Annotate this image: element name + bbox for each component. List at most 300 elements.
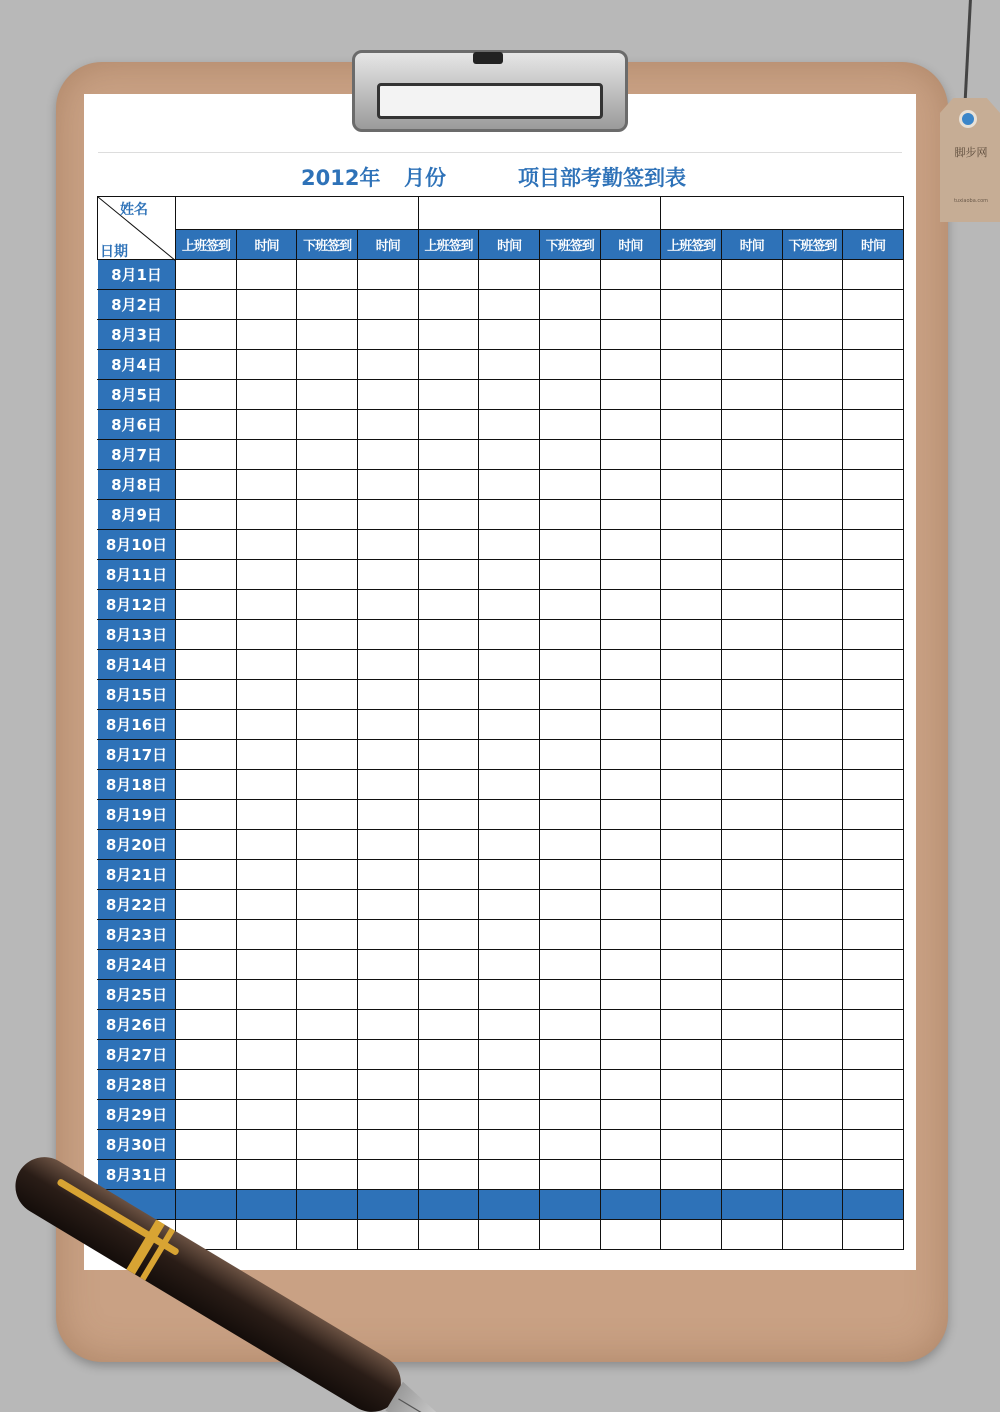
sign-in-cell[interactable] xyxy=(539,920,600,950)
sign-in-cell[interactable] xyxy=(721,440,782,470)
sign-in-cell[interactable] xyxy=(661,950,722,980)
sign-in-cell[interactable] xyxy=(357,380,418,410)
sign-in-cell[interactable] xyxy=(539,860,600,890)
sign-in-cell[interactable] xyxy=(176,380,237,410)
sign-in-cell[interactable] xyxy=(236,1010,297,1040)
sign-in-cell[interactable] xyxy=(236,350,297,380)
sign-in-cell[interactable] xyxy=(357,1070,418,1100)
sign-in-cell[interactable] xyxy=(236,440,297,470)
sign-in-cell[interactable] xyxy=(782,1130,843,1160)
sign-in-cell[interactable] xyxy=(600,530,661,560)
sign-in-cell[interactable] xyxy=(297,530,358,560)
sign-in-cell[interactable] xyxy=(661,590,722,620)
sign-in-cell[interactable] xyxy=(479,740,540,770)
sign-in-cell[interactable] xyxy=(479,890,540,920)
sign-in-cell[interactable] xyxy=(176,290,237,320)
sign-in-cell[interactable] xyxy=(236,710,297,740)
sign-in-cell[interactable] xyxy=(661,1160,722,1190)
sign-in-cell[interactable] xyxy=(479,410,540,440)
sign-in-cell[interactable] xyxy=(418,800,479,830)
sign-in-cell[interactable] xyxy=(357,590,418,620)
sign-in-cell[interactable] xyxy=(600,800,661,830)
sign-in-cell[interactable] xyxy=(357,770,418,800)
sign-in-cell[interactable] xyxy=(297,710,358,740)
sign-in-cell[interactable] xyxy=(418,500,479,530)
sign-in-cell[interactable] xyxy=(843,710,904,740)
sign-in-cell[interactable] xyxy=(661,320,722,350)
sign-in-cell[interactable] xyxy=(661,500,722,530)
sign-in-cell[interactable] xyxy=(236,470,297,500)
sign-in-cell[interactable] xyxy=(721,740,782,770)
sign-in-cell[interactable] xyxy=(236,560,297,590)
sign-in-cell[interactable] xyxy=(297,830,358,860)
sign-in-cell[interactable] xyxy=(479,380,540,410)
sign-in-cell[interactable] xyxy=(600,650,661,680)
sign-in-cell[interactable] xyxy=(721,1160,782,1190)
sign-in-cell[interactable] xyxy=(357,740,418,770)
sign-in-cell[interactable] xyxy=(357,980,418,1010)
sign-in-cell[interactable] xyxy=(661,620,722,650)
sign-in-cell[interactable] xyxy=(721,710,782,740)
sign-in-cell[interactable] xyxy=(843,740,904,770)
sign-in-cell[interactable] xyxy=(843,1010,904,1040)
sign-in-cell[interactable] xyxy=(600,440,661,470)
sign-in-cell[interactable] xyxy=(236,890,297,920)
sign-in-cell[interactable] xyxy=(357,620,418,650)
sign-in-cell[interactable] xyxy=(297,320,358,350)
sign-in-cell[interactable] xyxy=(479,590,540,620)
sign-in-cell[interactable] xyxy=(236,530,297,560)
sign-in-cell[interactable] xyxy=(539,1040,600,1070)
sign-in-cell[interactable] xyxy=(721,830,782,860)
sign-in-cell[interactable] xyxy=(418,620,479,650)
sign-in-cell[interactable] xyxy=(661,1100,722,1130)
sign-in-cell[interactable] xyxy=(418,320,479,350)
sign-in-cell[interactable] xyxy=(721,680,782,710)
sign-in-cell[interactable] xyxy=(721,1040,782,1070)
sign-in-cell[interactable] xyxy=(479,800,540,830)
sign-in-cell[interactable] xyxy=(297,1040,358,1070)
sign-in-cell[interactable] xyxy=(721,950,782,980)
sign-in-cell[interactable] xyxy=(236,860,297,890)
sign-in-cell[interactable] xyxy=(357,1040,418,1070)
sign-in-cell[interactable] xyxy=(600,1100,661,1130)
sign-in-cell[interactable] xyxy=(661,680,722,710)
sign-in-cell[interactable] xyxy=(236,620,297,650)
sign-in-cell[interactable] xyxy=(418,650,479,680)
sign-in-cell[interactable] xyxy=(782,890,843,920)
sign-in-cell[interactable] xyxy=(843,1070,904,1100)
sign-in-cell[interactable] xyxy=(539,470,600,500)
sign-in-cell[interactable] xyxy=(661,860,722,890)
sign-in-cell[interactable] xyxy=(357,680,418,710)
sign-in-cell[interactable] xyxy=(782,740,843,770)
sign-in-cell[interactable] xyxy=(176,800,237,830)
sign-in-cell[interactable] xyxy=(297,920,358,950)
sign-in-cell[interactable] xyxy=(782,1160,843,1190)
sign-in-cell[interactable] xyxy=(418,260,479,290)
sign-in-cell[interactable] xyxy=(176,920,237,950)
sign-in-cell[interactable] xyxy=(843,920,904,950)
sign-in-cell[interactable] xyxy=(297,680,358,710)
sign-in-cell[interactable] xyxy=(843,1130,904,1160)
sign-in-cell[interactable] xyxy=(721,350,782,380)
sign-in-cell[interactable] xyxy=(479,320,540,350)
sign-in-cell[interactable] xyxy=(721,290,782,320)
sign-in-cell[interactable] xyxy=(176,1040,237,1070)
sign-in-cell[interactable] xyxy=(843,260,904,290)
sign-in-cell[interactable] xyxy=(297,440,358,470)
sign-in-cell[interactable] xyxy=(843,530,904,560)
sign-in-cell[interactable] xyxy=(357,710,418,740)
sign-in-cell[interactable] xyxy=(236,410,297,440)
sign-in-cell[interactable] xyxy=(357,650,418,680)
sign-in-cell[interactable] xyxy=(479,1040,540,1070)
sign-in-cell[interactable] xyxy=(843,380,904,410)
sign-in-cell[interactable] xyxy=(479,530,540,560)
sign-in-cell[interactable] xyxy=(721,590,782,620)
sign-in-cell[interactable] xyxy=(236,800,297,830)
sign-in-cell[interactable] xyxy=(539,560,600,590)
sign-in-cell[interactable] xyxy=(479,350,540,380)
sign-in-cell[interactable] xyxy=(721,260,782,290)
sign-in-cell[interactable] xyxy=(479,500,540,530)
sign-in-cell[interactable] xyxy=(418,980,479,1010)
sign-in-cell[interactable] xyxy=(600,500,661,530)
sign-in-cell[interactable] xyxy=(236,680,297,710)
sign-in-cell[interactable] xyxy=(600,860,661,890)
sign-in-cell[interactable] xyxy=(479,560,540,590)
sign-in-cell[interactable] xyxy=(721,920,782,950)
sign-in-cell[interactable] xyxy=(600,1040,661,1070)
sign-in-cell[interactable] xyxy=(661,710,722,740)
sign-in-cell[interactable] xyxy=(782,500,843,530)
sign-in-cell[interactable] xyxy=(297,1070,358,1100)
sign-in-cell[interactable] xyxy=(661,980,722,1010)
sign-in-cell[interactable] xyxy=(782,290,843,320)
sign-in-cell[interactable] xyxy=(297,470,358,500)
sign-in-cell[interactable] xyxy=(782,350,843,380)
sign-in-cell[interactable] xyxy=(418,410,479,440)
sign-in-cell[interactable] xyxy=(782,680,843,710)
sign-in-cell[interactable] xyxy=(661,530,722,560)
sign-in-cell[interactable] xyxy=(600,410,661,440)
sign-in-cell[interactable] xyxy=(782,380,843,410)
sign-in-cell[interactable] xyxy=(843,410,904,440)
sign-in-cell[interactable] xyxy=(782,1070,843,1100)
sign-in-cell[interactable] xyxy=(418,560,479,590)
sign-in-cell[interactable] xyxy=(479,290,540,320)
sign-in-cell[interactable] xyxy=(479,470,540,500)
sign-in-cell[interactable] xyxy=(782,320,843,350)
sign-in-cell[interactable] xyxy=(297,500,358,530)
sign-in-cell[interactable] xyxy=(782,800,843,830)
sign-in-cell[interactable] xyxy=(600,680,661,710)
sign-in-cell[interactable] xyxy=(176,980,237,1010)
sign-in-cell[interactable] xyxy=(176,590,237,620)
sign-in-cell[interactable] xyxy=(539,1010,600,1040)
sign-in-cell[interactable] xyxy=(479,620,540,650)
sign-in-cell[interactable] xyxy=(539,980,600,1010)
sign-in-cell[interactable] xyxy=(236,830,297,860)
sign-in-cell[interactable] xyxy=(721,1100,782,1130)
sign-in-cell[interactable] xyxy=(843,800,904,830)
sign-in-cell[interactable] xyxy=(843,680,904,710)
sign-in-cell[interactable] xyxy=(661,770,722,800)
sign-in-cell[interactable] xyxy=(418,590,479,620)
sign-in-cell[interactable] xyxy=(782,530,843,560)
sign-in-cell[interactable] xyxy=(721,980,782,1010)
sign-in-cell[interactable] xyxy=(721,470,782,500)
sign-in-cell[interactable] xyxy=(176,1070,237,1100)
sign-in-cell[interactable] xyxy=(600,260,661,290)
sign-in-cell[interactable] xyxy=(357,890,418,920)
sign-in-cell[interactable] xyxy=(661,290,722,320)
sign-in-cell[interactable] xyxy=(539,440,600,470)
sign-in-cell[interactable] xyxy=(357,470,418,500)
sign-in-cell[interactable] xyxy=(176,620,237,650)
sign-in-cell[interactable] xyxy=(843,290,904,320)
sign-in-cell[interactable] xyxy=(843,590,904,620)
sign-in-cell[interactable] xyxy=(176,710,237,740)
sign-in-cell[interactable] xyxy=(176,350,237,380)
sign-in-cell[interactable] xyxy=(176,1010,237,1040)
sign-in-cell[interactable] xyxy=(600,950,661,980)
sign-in-cell[interactable] xyxy=(661,1070,722,1100)
sign-in-cell[interactable] xyxy=(661,800,722,830)
sign-in-cell[interactable] xyxy=(297,1010,358,1040)
sign-in-cell[interactable] xyxy=(843,770,904,800)
sign-in-cell[interactable] xyxy=(539,740,600,770)
sign-in-cell[interactable] xyxy=(661,1010,722,1040)
sign-in-cell[interactable] xyxy=(843,560,904,590)
sign-in-cell[interactable] xyxy=(236,650,297,680)
sign-in-cell[interactable] xyxy=(600,290,661,320)
sign-in-cell[interactable] xyxy=(418,1070,479,1100)
sign-in-cell[interactable] xyxy=(600,380,661,410)
sign-in-cell[interactable] xyxy=(236,770,297,800)
sign-in-cell[interactable] xyxy=(721,500,782,530)
sign-in-cell[interactable] xyxy=(721,1130,782,1160)
sign-in-cell[interactable] xyxy=(539,710,600,740)
sign-in-cell[interactable] xyxy=(721,650,782,680)
sign-in-cell[interactable] xyxy=(539,680,600,710)
sign-in-cell[interactable] xyxy=(782,650,843,680)
sign-in-cell[interactable] xyxy=(418,920,479,950)
sign-in-cell[interactable] xyxy=(600,920,661,950)
sign-in-cell[interactable] xyxy=(176,1100,237,1130)
sign-in-cell[interactable] xyxy=(357,1100,418,1130)
sign-in-cell[interactable] xyxy=(236,950,297,980)
sign-in-cell[interactable] xyxy=(782,860,843,890)
sign-in-cell[interactable] xyxy=(843,860,904,890)
person-name-cell[interactable] xyxy=(661,197,904,230)
sign-in-cell[interactable] xyxy=(236,1100,297,1130)
sign-in-cell[interactable] xyxy=(297,860,358,890)
sign-in-cell[interactable] xyxy=(297,950,358,980)
sign-in-cell[interactable] xyxy=(176,410,237,440)
sign-in-cell[interactable] xyxy=(418,740,479,770)
sign-in-cell[interactable] xyxy=(236,320,297,350)
sign-in-cell[interactable] xyxy=(661,380,722,410)
sign-in-cell[interactable] xyxy=(721,1010,782,1040)
sign-in-cell[interactable] xyxy=(843,320,904,350)
sign-in-cell[interactable] xyxy=(297,410,358,440)
sign-in-cell[interactable] xyxy=(418,710,479,740)
sign-in-cell[interactable] xyxy=(418,1100,479,1130)
sign-in-cell[interactable] xyxy=(418,380,479,410)
sign-in-cell[interactable] xyxy=(782,440,843,470)
sign-in-cell[interactable] xyxy=(297,350,358,380)
sign-in-cell[interactable] xyxy=(236,500,297,530)
sign-in-cell[interactable] xyxy=(176,260,237,290)
sign-in-cell[interactable] xyxy=(297,740,358,770)
sign-in-cell[interactable] xyxy=(418,950,479,980)
sign-in-cell[interactable] xyxy=(479,1100,540,1130)
sign-in-cell[interactable] xyxy=(600,890,661,920)
sign-in-cell[interactable] xyxy=(843,830,904,860)
sign-in-cell[interactable] xyxy=(721,890,782,920)
sign-in-cell[interactable] xyxy=(600,1010,661,1040)
sign-in-cell[interactable] xyxy=(418,890,479,920)
sign-in-cell[interactable] xyxy=(661,890,722,920)
sign-in-cell[interactable] xyxy=(721,620,782,650)
sign-in-cell[interactable] xyxy=(479,920,540,950)
sign-in-cell[interactable] xyxy=(843,1160,904,1190)
sign-in-cell[interactable] xyxy=(782,1010,843,1040)
sign-in-cell[interactable] xyxy=(176,950,237,980)
sign-in-cell[interactable] xyxy=(236,920,297,950)
sign-in-cell[interactable] xyxy=(600,320,661,350)
sign-in-cell[interactable] xyxy=(357,500,418,530)
sign-in-cell[interactable] xyxy=(600,1070,661,1100)
sign-in-cell[interactable] xyxy=(236,290,297,320)
sign-in-cell[interactable] xyxy=(661,350,722,380)
sign-in-cell[interactable] xyxy=(357,530,418,560)
sign-in-cell[interactable] xyxy=(600,740,661,770)
sign-in-cell[interactable] xyxy=(539,380,600,410)
sign-in-cell[interactable] xyxy=(297,650,358,680)
sign-in-cell[interactable] xyxy=(357,830,418,860)
sign-in-cell[interactable] xyxy=(418,860,479,890)
sign-in-cell[interactable] xyxy=(479,860,540,890)
sign-in-cell[interactable] xyxy=(721,770,782,800)
sign-in-cell[interactable] xyxy=(297,260,358,290)
sign-in-cell[interactable] xyxy=(843,650,904,680)
sign-in-cell[interactable] xyxy=(843,440,904,470)
sign-in-cell[interactable] xyxy=(782,560,843,590)
sign-in-cell[interactable] xyxy=(539,410,600,440)
sign-in-cell[interactable] xyxy=(236,980,297,1010)
sign-in-cell[interactable] xyxy=(600,350,661,380)
sign-in-cell[interactable] xyxy=(176,830,237,860)
sign-in-cell[interactable] xyxy=(539,770,600,800)
sign-in-cell[interactable] xyxy=(539,320,600,350)
sign-in-cell[interactable] xyxy=(843,890,904,920)
sign-in-cell[interactable] xyxy=(721,530,782,560)
sign-in-cell[interactable] xyxy=(539,350,600,380)
sign-in-cell[interactable] xyxy=(539,800,600,830)
sign-in-cell[interactable] xyxy=(357,410,418,440)
sign-in-cell[interactable] xyxy=(539,620,600,650)
sign-in-cell[interactable] xyxy=(782,590,843,620)
sign-in-cell[interactable] xyxy=(297,770,358,800)
sign-in-cell[interactable] xyxy=(782,920,843,950)
sign-in-cell[interactable] xyxy=(479,440,540,470)
sign-in-cell[interactable] xyxy=(539,830,600,860)
sign-in-cell[interactable] xyxy=(418,530,479,560)
sign-in-cell[interactable] xyxy=(418,830,479,860)
sign-in-cell[interactable] xyxy=(843,350,904,380)
sign-in-cell[interactable] xyxy=(479,770,540,800)
sign-in-cell[interactable] xyxy=(418,350,479,380)
sign-in-cell[interactable] xyxy=(297,800,358,830)
sign-in-cell[interactable] xyxy=(539,1100,600,1130)
sign-in-cell[interactable] xyxy=(418,470,479,500)
sign-in-cell[interactable] xyxy=(661,1130,722,1160)
sign-in-cell[interactable] xyxy=(357,860,418,890)
sign-in-cell[interactable] xyxy=(479,650,540,680)
sign-in-cell[interactable] xyxy=(479,260,540,290)
sign-in-cell[interactable] xyxy=(418,1010,479,1040)
sign-in-cell[interactable] xyxy=(357,800,418,830)
sign-in-cell[interactable] xyxy=(176,680,237,710)
sign-in-cell[interactable] xyxy=(297,590,358,620)
sign-in-cell[interactable] xyxy=(661,650,722,680)
sign-in-cell[interactable] xyxy=(418,680,479,710)
sign-in-cell[interactable] xyxy=(661,440,722,470)
person-name-cell[interactable] xyxy=(418,197,661,230)
sign-in-cell[interactable] xyxy=(539,1070,600,1100)
sign-in-cell[interactable] xyxy=(661,470,722,500)
sign-in-cell[interactable] xyxy=(236,260,297,290)
sign-in-cell[interactable] xyxy=(236,380,297,410)
sign-in-cell[interactable] xyxy=(721,380,782,410)
sign-in-cell[interactable] xyxy=(782,1040,843,1070)
sign-in-cell[interactable] xyxy=(782,260,843,290)
sign-in-cell[interactable] xyxy=(661,920,722,950)
sign-in-cell[interactable] xyxy=(357,290,418,320)
sign-in-cell[interactable] xyxy=(843,500,904,530)
sign-in-cell[interactable] xyxy=(297,980,358,1010)
sign-in-cell[interactable] xyxy=(843,1040,904,1070)
person-name-cell[interactable] xyxy=(176,197,419,230)
sign-in-cell[interactable] xyxy=(539,650,600,680)
sign-in-cell[interactable] xyxy=(600,620,661,650)
sign-in-cell[interactable] xyxy=(236,1040,297,1070)
sign-in-cell[interactable] xyxy=(539,950,600,980)
sign-in-cell[interactable] xyxy=(721,860,782,890)
sign-in-cell[interactable] xyxy=(661,1040,722,1070)
sign-in-cell[interactable] xyxy=(843,980,904,1010)
sign-in-cell[interactable] xyxy=(600,830,661,860)
sign-in-cell[interactable] xyxy=(600,470,661,500)
sign-in-cell[interactable] xyxy=(843,470,904,500)
sign-in-cell[interactable] xyxy=(782,710,843,740)
sign-in-cell[interactable] xyxy=(782,950,843,980)
sign-in-cell[interactable] xyxy=(843,1100,904,1130)
sign-in-cell[interactable] xyxy=(479,1010,540,1040)
sign-in-cell[interactable] xyxy=(782,470,843,500)
sign-in-cell[interactable] xyxy=(479,1070,540,1100)
sign-in-cell[interactable] xyxy=(539,530,600,560)
sign-in-cell[interactable] xyxy=(661,560,722,590)
sign-in-cell[interactable] xyxy=(176,650,237,680)
sign-in-cell[interactable] xyxy=(661,410,722,440)
sign-in-cell[interactable] xyxy=(539,890,600,920)
sign-in-cell[interactable] xyxy=(297,380,358,410)
sign-in-cell[interactable] xyxy=(539,260,600,290)
